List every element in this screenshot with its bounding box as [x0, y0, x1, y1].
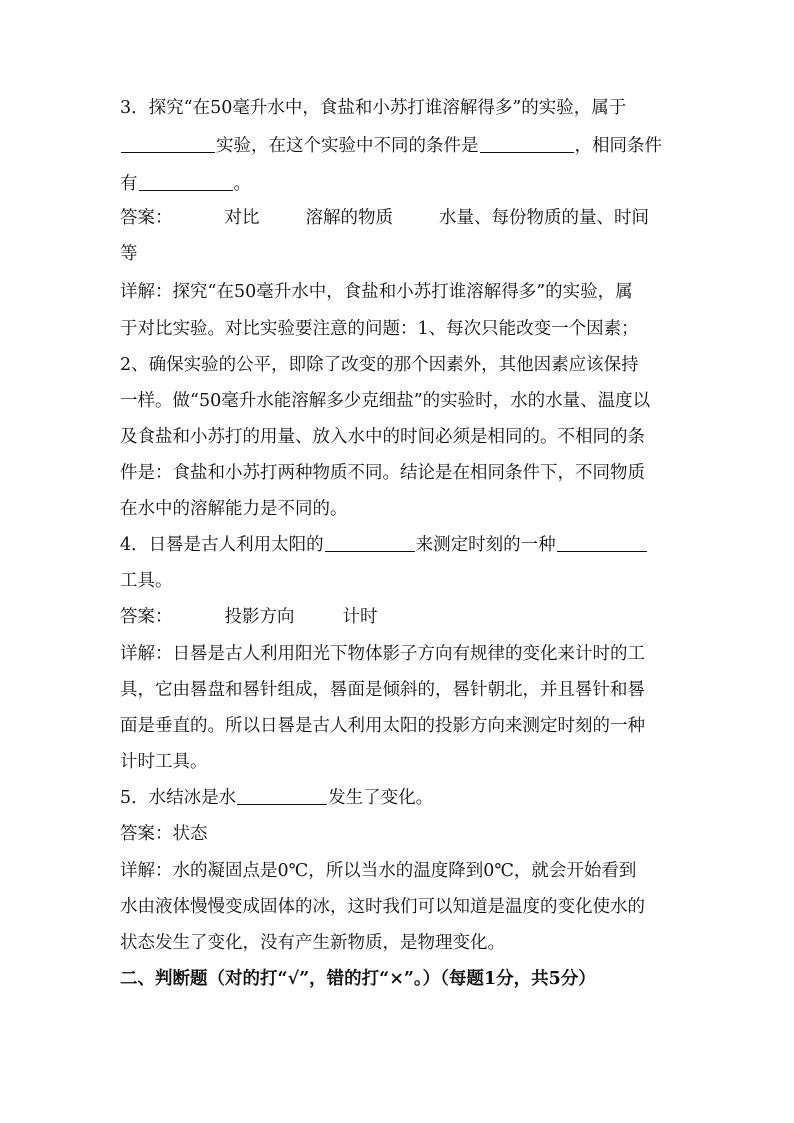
q4-detail-line	[120, 678, 645, 702]
q4-detail-line	[120, 714, 645, 738]
q4-detail-text: 计时工具。	[120, 752, 208, 772]
q3-detail-text: 在水中的溶解能力是不同的。	[120, 499, 348, 519]
q3-detail-line	[120, 353, 639, 377]
q4-detail-line	[120, 642, 645, 666]
q3-detail-line	[120, 497, 348, 521]
q5-text-1: 5．水结冰是水	[120, 788, 237, 808]
q5-answer-line	[120, 822, 208, 846]
q5-detail-line	[120, 895, 645, 919]
q4-text-2: 来测定时刻的一种	[415, 535, 556, 555]
q3-line-1	[120, 96, 626, 120]
q3-detail-text: 及食盐和小苏打的用量、放入水中的时间必须是相同的。不相同的条	[120, 427, 645, 447]
q4-line-2	[120, 569, 173, 593]
q5-detail-text: 详解：水的凝固点是0℃，所以当水的温度降到0℃，就会开始看到	[120, 861, 637, 881]
q3-answer-3-cont: 等	[120, 244, 138, 264]
q3-answer-line	[120, 206, 649, 230]
q3-text-5: 。	[233, 174, 251, 194]
q3-detail-text: 一样。做“50毫升水能溶解多少克细盐”的实验时，水的水量、温度以	[120, 391, 651, 411]
q3-detail-line	[120, 461, 645, 485]
q4-answer-1: 投影方向	[224, 607, 295, 627]
q3-answer-label: 答案：	[120, 208, 173, 228]
section-2-heading: 二、判断题（对的打“√”，错的打“×”。）（每题1分，共5分）	[120, 969, 596, 989]
q4-line-1	[120, 533, 648, 557]
q4-detail-line	[120, 750, 208, 774]
q5-text-2: 发生了变化。	[328, 788, 434, 808]
q3-text-3: ，相同条件	[574, 136, 662, 156]
q3-text-1: 3．探究“在50毫升水中，食盐和小苏打谁溶解得多”的实验，属于	[120, 98, 627, 118]
q5-detail-text: 状态发生了变化，没有产生新物质，是物理变化。	[120, 933, 505, 953]
q4-detail-text: 详解：日晷是古人利用阳光下物体影子方向有规律的变化来计时的工	[120, 644, 645, 664]
q3-detail-line	[120, 280, 633, 304]
q3-detail-text: 2、确保实验的公平，即除了改变的那个因素外，其他因素应该保持	[120, 355, 639, 375]
q3-detail-line	[120, 425, 645, 449]
q4-answer-2: 计时	[342, 607, 378, 627]
q3-blank-1[interactable]	[121, 134, 215, 153]
q5-detail-line	[120, 931, 505, 955]
q3-answer-cont-line	[120, 242, 138, 266]
q5-detail-text: 水由液体慢慢变成固体的冰，这时我们可以知道是温度的变化使水的	[120, 897, 645, 917]
q3-detail-text: 件是：食盐和小苏打两种物质不同。结论是在相同条件下，不同物质	[120, 463, 645, 483]
q4-blank-2[interactable]	[557, 533, 647, 552]
q4-blank-1[interactable]	[325, 533, 415, 552]
q3-answer-3: 水量、每份物质的量、时间	[439, 208, 649, 228]
q3-detail-text: 详解：探究“在50毫升水中，食盐和小苏打谁溶解得多”的实验，属	[120, 282, 633, 302]
q3-answer-1: 对比	[224, 208, 260, 228]
q3-blank-3[interactable]	[139, 172, 233, 191]
q4-text-1: 4．日晷是古人利用太阳的	[120, 535, 324, 555]
q3-text-2: 实验，在这个实验中不同的条件是	[216, 136, 479, 156]
q5-line-1	[120, 786, 433, 810]
section-heading	[120, 967, 596, 991]
q5-detail-line	[120, 859, 636, 883]
q3-detail-line	[120, 389, 650, 413]
q3-line-3	[120, 172, 251, 196]
q3-blank-2[interactable]	[480, 134, 574, 153]
q3-detail-line	[120, 317, 639, 341]
q5-answer: 答案：状态	[120, 824, 208, 844]
q3-line-2	[120, 134, 662, 158]
q3-answer-2: 溶解的物质	[305, 208, 393, 228]
q4-detail-text: 具，它由晷盘和晷针组成，晷面是倾斜的，晷针朝北，并且晷针和晷	[120, 680, 645, 700]
q4-answer-label: 答案：	[120, 607, 173, 627]
q4-answer-line	[120, 605, 378, 629]
q4-text-3: 工具。	[120, 571, 173, 591]
q3-text-4: 有	[120, 174, 138, 194]
q3-detail-text: 于对比实验。对比实验要注意的问题：1、每次只能改变一个因素；	[120, 319, 639, 339]
q4-detail-text: 面是垂直的。所以日晷是古人利用太阳的投影方向来测定时刻的一种	[120, 716, 645, 736]
q5-blank-1[interactable]	[237, 786, 327, 805]
